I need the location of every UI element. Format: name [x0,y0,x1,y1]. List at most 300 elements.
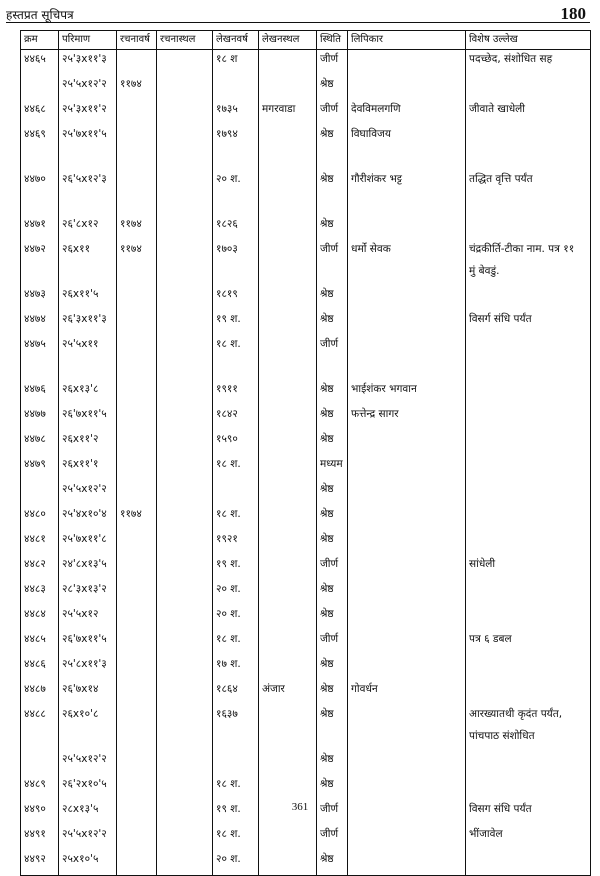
cell-lekhanvarsh: १८ श. [213,775,259,800]
cell-lekhanvarsh: १६३७ [213,705,259,750]
table-row [21,605,591,630]
cell-lekhansthal [259,170,317,215]
cell-vishesh [466,285,591,310]
cell-rachanavarsh: ११७४ [117,505,157,530]
cell-lekhanvarsh: १८६४ [213,680,259,705]
cell-rachanasthal [157,240,213,285]
cell-lekhanvarsh [213,480,259,505]
cell-lekhanvarsh: १८४२ [213,405,259,430]
cell-vishesh [466,380,591,405]
cell-pariman: २६x११'१ [59,455,117,480]
cell-vishesh-line2: पांचपाठ संशोधित [469,730,535,742]
cell-sthiti: जीर्ण [317,335,348,380]
cell-krama [21,480,59,505]
cell-krama: ४४७४ [21,310,59,335]
table-row [21,215,591,240]
cell-rachanasthal [157,405,213,430]
table-row [21,455,591,480]
cell-krama: ४४७० [21,170,59,215]
cell-krama: ४४६८ [21,100,59,125]
cell-lipikar [348,750,466,775]
cell-rachanasthal [157,580,213,605]
cell-rachanavarsh [117,335,157,380]
header-rule [6,22,590,23]
cell-vishesh [466,825,591,850]
cell-sthiti: श्रेष्ठ [317,580,348,605]
table-row [21,750,591,775]
cell-sthiti: श्रेष्ठ [317,380,348,405]
cell-rachanavarsh [117,480,157,505]
cell-krama: ४४७५ [21,335,59,380]
cell-rachanavarsh [117,605,157,630]
cell-vishesh [466,480,591,505]
cell-krama: ४४७३ [21,285,59,310]
cell-rachanasthal [157,380,213,405]
cell-vishesh [466,680,591,705]
cell-pariman: २६'७x१४ [59,680,117,705]
cell-rachanavarsh [117,655,157,680]
cell-sthiti: श्रेष्ठ [317,850,348,876]
cell-lekhansthal [259,775,317,800]
cell-sthiti: श्रेष्ठ [317,480,348,505]
cell-krama: ४४९२ [21,850,59,876]
cell-lipikar [348,580,466,605]
cell-pariman: २६'७x११'५ [59,405,117,430]
cell-krama: ४४९१ [21,825,59,850]
cell-pariman: २५'५x१२'२ [59,825,117,850]
col-header-rachanavarsh: रचनावर्ष [117,31,157,50]
cell-lipikar [348,310,466,335]
cell-sthiti: श्रेष्ठ [317,655,348,680]
cell-rachanavarsh [117,630,157,655]
cell-rachanasthal [157,310,213,335]
table-row [21,555,591,580]
cell-rachanavarsh: ११७४ [117,75,157,100]
cell-vishesh [466,215,591,240]
cell-rachanavarsh [117,50,157,76]
page-header-number: 180 [560,4,586,23]
cell-sthiti: जीर्ण [317,825,348,850]
cell-pariman: २६'३x११'३ [59,310,117,335]
cell-vishesh-line1: सांधेली [469,558,496,570]
cell-rachanasthal [157,775,213,800]
cell-rachanasthal [157,430,213,455]
cell-sthiti: श्रेष्ठ [317,285,348,310]
cell-lekhansthal [259,605,317,630]
table-row [21,285,591,310]
cell-krama: ४४८४ [21,605,59,630]
cell-krama: ४४८७ [21,680,59,705]
table-row [21,580,591,605]
cell-krama: ४४८५ [21,630,59,655]
cell-lekhansthal [259,655,317,680]
cell-lipikar [348,775,466,800]
cell-rachanavarsh [117,405,157,430]
cell-lekhanvarsh: १९ श. [213,555,259,580]
cell-rachanasthal [157,170,213,215]
cell-sthiti: जीर्ण [317,50,348,76]
col-header-krama: क्रम [21,31,59,50]
cell-krama: ४४७७ [21,405,59,430]
cell-lekhanvarsh: १८ श. [213,455,259,480]
cell-krama: ४४८८ [21,705,59,750]
table-row [21,680,591,705]
cell-lekhansthal [259,285,317,310]
cell-pariman: २६'२x१०'५ [59,775,117,800]
cell-krama: ४४७६ [21,380,59,405]
cell-lekhanvarsh: १७३५ [213,100,259,125]
cell-lekhanvarsh: १५९० [213,430,259,455]
col-header-pariman: परिमाण [59,31,117,50]
cell-lipikar [348,655,466,680]
cell-vishesh-line1: भींजावेल [469,828,503,840]
table-row [21,530,591,555]
cell-krama: ४४९० [21,800,59,825]
cell-lipikar: देवविमलगणि [348,100,466,125]
cell-krama: ४४७२ [21,240,59,285]
table-row [21,775,591,800]
cell-rachanavarsh [117,170,157,215]
cell-rachanasthal [157,335,213,380]
cell-rachanavarsh [117,530,157,555]
cell-pariman: २५'३x११'३ [59,50,117,76]
cell-vishesh [466,50,591,76]
cell-sthiti: श्रेष्ठ [317,215,348,240]
table-row [21,430,591,455]
cell-sthiti: श्रेष्ठ [317,75,348,100]
cell-pariman: २८'३x१३'२ [59,580,117,605]
cell-rachanasthal [157,505,213,530]
cell-sthiti: श्रेष्ठ [317,605,348,630]
cell-rachanasthal [157,750,213,775]
cell-vishesh [466,505,591,530]
cell-sthiti: जीर्ण [317,100,348,125]
cell-pariman: २५'५x११ [59,335,117,380]
cell-lekhansthal: अंजार [259,680,317,705]
cell-vishesh [466,750,591,775]
cell-rachanavarsh [117,285,157,310]
cell-pariman: २५'५x१२ [59,605,117,630]
cell-lipikar: फत्तेन्द्र सागर [348,405,466,430]
cell-lekhanvarsh: २० श. [213,605,259,630]
footer-page-number: 361 [291,801,309,813]
cell-sthiti: श्रेष्ठ [317,775,348,800]
cell-lipikar [348,505,466,530]
cell-lekhansthal [259,240,317,285]
cell-rachanavarsh [117,850,157,876]
cell-lekhansthal [259,580,317,605]
cell-pariman: २५'४x१०'४ [59,505,117,530]
cell-rachanasthal [157,850,213,876]
table-row [21,705,591,750]
cell-lekhansthal [259,825,317,850]
cell-rachanavarsh [117,455,157,480]
cell-krama: ४४७९ [21,455,59,480]
col-header-lekhansthal: लेखनस्थल [259,31,317,50]
cell-lipikar [348,285,466,310]
cell-lipikar [348,850,466,876]
cell-vishesh [466,655,591,680]
cell-lekhanvarsh: १८ श. [213,335,259,380]
cell-rachanasthal [157,75,213,100]
table-row [21,240,591,285]
cell-rachanasthal [157,680,213,705]
cell-krama: ४४८० [21,505,59,530]
cell-pariman: २८x१३'५ [59,800,117,825]
cell-lekhansthal [259,380,317,405]
cell-lekhanvarsh: १९११ [213,380,259,405]
cell-vishesh-line1: तद्धित वृत्ति पर्यंत [469,173,533,185]
cell-pariman: २६x११ [59,240,117,285]
cell-rachanavarsh [117,310,157,335]
table-row [21,850,591,876]
cell-sthiti: श्रेष्ठ [317,505,348,530]
cell-rachanasthal [157,655,213,680]
cell-rachanavarsh [117,125,157,170]
cell-sthiti: श्रेष्ठ [317,405,348,430]
cell-lipikar [348,605,466,630]
cell-lekhansthal [259,335,317,380]
cell-vishesh-line1: जीवाते खाधेली [469,103,525,115]
table-row [21,310,591,335]
cell-pariman: २६x११'५ [59,285,117,310]
cell-krama: ४४७१ [21,215,59,240]
cell-vishesh [466,405,591,430]
cell-vishesh [466,580,591,605]
cell-vishesh [466,705,591,750]
col-header-rachanasthal: रचनास्थल [157,31,213,50]
cell-rachanavarsh [117,680,157,705]
cell-rachanavarsh [117,555,157,580]
table-row [21,50,591,76]
cell-pariman: २५x१०'५ [59,850,117,876]
cell-lekhansthal [259,50,317,76]
cell-rachanavarsh: ११७४ [117,215,157,240]
table-row [21,335,591,380]
cell-lipikar [348,430,466,455]
cell-rachanasthal [157,705,213,750]
cell-krama: ४४६९ [21,125,59,170]
cell-vishesh-line1: पदच्छेद, संशोधित सह [469,53,553,65]
cell-sthiti: जीर्ण [317,630,348,655]
cell-lekhanvarsh: २० श. [213,850,259,876]
table-row [21,125,591,170]
cell-lekhansthal [259,430,317,455]
cell-rachanavarsh [117,380,157,405]
cell-rachanavarsh [117,580,157,605]
cell-lekhanvarsh: २० श. [213,170,259,215]
cell-vishesh-line2: मुं बेवडुं. [469,265,500,277]
cell-pariman: २६'८x१२ [59,215,117,240]
cell-rachanasthal [157,215,213,240]
cell-vishesh [466,850,591,876]
cell-lekhanvarsh: १७ श. [213,655,259,680]
cell-lipikar [348,825,466,850]
table-row [21,100,591,125]
cell-lipikar [348,50,466,76]
cell-krama [21,750,59,775]
cell-vishesh [466,240,591,285]
cell-rachanavarsh [117,750,157,775]
cell-lekhanvarsh: १८२६ [213,215,259,240]
table-row [21,630,591,655]
page-header-title: हस्तप्रत सूचिपत्र [6,8,74,22]
cell-pariman: २५'७x११'५ [59,125,117,170]
cell-lekhanvarsh: १९ श. [213,800,259,825]
cell-vishesh [466,125,591,170]
cell-vishesh [466,310,591,335]
cell-vishesh [466,630,591,655]
cell-vishesh-line1: आरख्यातथी कृदंत पर्यंत, [469,708,563,720]
cell-lekhansthal [259,750,317,775]
cell-vishesh-line1: चंद्रकीर्ति-टीका नाम. पत्र ११ [469,243,575,255]
cell-lekhanvarsh: १९२१ [213,530,259,555]
cell-lipikar: धर्मो सेवक [348,240,466,285]
cell-lipikar [348,630,466,655]
cell-lipikar: गोवर्धन [348,680,466,705]
cell-sthiti: श्रेष्ठ [317,705,348,750]
cell-sthiti: श्रेष्ठ [317,530,348,555]
cell-lekhanvarsh [213,750,259,775]
cell-pariman: २५'७x११'८ [59,530,117,555]
cell-sthiti: मध्यम [317,455,348,480]
cell-sthiti: श्रेष्ठ [317,310,348,335]
table-row [21,655,591,680]
cell-vishesh [466,530,591,555]
cell-pariman: २६x११'२ [59,430,117,455]
cell-pariman: २५'३x११'२ [59,100,117,125]
cell-lipikar [348,555,466,580]
cell-pariman: २५'५x१२'२ [59,750,117,775]
cell-lipikar [348,215,466,240]
cell-rachanasthal [157,285,213,310]
cell-krama: ४४८३ [21,580,59,605]
table-row [21,405,591,430]
cell-lekhansthal [259,705,317,750]
cell-lekhanvarsh: १८ श. [213,825,259,850]
cell-lipikar [348,455,466,480]
cell-vishesh [466,605,591,630]
cell-pariman: २५'८x११'३ [59,655,117,680]
cell-krama: ४४८९ [21,775,59,800]
cell-pariman: २५'५x१२'२ [59,75,117,100]
cell-lipikar: भाईशंकर भगवान [348,380,466,405]
cell-vishesh [466,430,591,455]
cell-vishesh [466,555,591,580]
cell-rachanasthal [157,555,213,580]
cell-lipikar [348,705,466,750]
cell-rachanavarsh [117,825,157,850]
col-header-vishesh: विशेष उल्लेख [466,31,591,50]
cell-vishesh [466,775,591,800]
cell-pariman: २४'८x१३'५ [59,555,117,580]
catalogue-table [20,30,591,876]
cell-vishesh-line1: विसग संधि पर्यंत [469,803,532,815]
cell-sthiti: जीर्ण [317,800,348,825]
cell-krama: ४४८६ [21,655,59,680]
cell-lekhansthal [259,505,317,530]
cell-rachanasthal [157,480,213,505]
cell-lipikar [348,480,466,505]
cell-krama: ४४८२ [21,555,59,580]
cell-vishesh [466,335,591,380]
col-header-lekhanvarsh: लेखनवर्ष [213,31,259,50]
cell-pariman: २५'५x१२'२ [59,480,117,505]
cell-sthiti: श्रेष्ठ [317,680,348,705]
cell-lekhansthal: मगरवाडा [259,100,317,125]
cell-lekhanvarsh: २० श. [213,580,259,605]
cell-pariman: २६x१३'८ [59,380,117,405]
cell-lipikar: विघाविजय [348,125,466,170]
table-row [21,170,591,215]
cell-rachanasthal [157,605,213,630]
cell-rachanasthal [157,630,213,655]
cell-rachanasthal [157,455,213,480]
cell-lekhansthal [259,850,317,876]
cell-lipikar [348,335,466,380]
cell-krama [21,75,59,100]
cell-lipikar [348,75,466,100]
cell-pariman: २६'७x११'५ [59,630,117,655]
cell-lipikar: गौरीशंकर भट्ट [348,170,466,215]
table-row [21,505,591,530]
cell-rachanasthal [157,825,213,850]
cell-lekhanvarsh: १८ श [213,50,259,76]
cell-lekhanvarsh: १९ श. [213,310,259,335]
cell-vishesh-line1: विसर्ग संधि पर्यंत [469,313,532,325]
cell-rachanasthal [157,100,213,125]
table-row [21,480,591,505]
cell-rachanavarsh: ११७४ [117,240,157,285]
cell-krama: ४४८१ [21,530,59,555]
table-body [21,50,591,876]
table-row [21,75,591,100]
cell-rachanavarsh [117,705,157,750]
cell-sthiti: श्रेष्ठ [317,430,348,455]
table-row [21,380,591,405]
cell-rachanavarsh [117,100,157,125]
cell-rachanasthal [157,50,213,76]
cell-rachanavarsh [117,775,157,800]
cell-pariman: २६x१०'८ [59,705,117,750]
cell-lekhansthal [259,530,317,555]
cell-lekhanvarsh: १७०३ [213,240,259,285]
table-row [21,825,591,850]
cell-sthiti: जीर्ण [317,555,348,580]
cell-vishesh [466,75,591,100]
cell-lekhansthal [259,75,317,100]
cell-lekhansthal [259,480,317,505]
cell-lipikar [348,530,466,555]
cell-rachanavarsh [117,430,157,455]
cell-lekhanvarsh [213,75,259,100]
cell-lekhansthal [259,555,317,580]
cell-lekhansthal [259,125,317,170]
cell-vishesh [466,170,591,215]
cell-sthiti: श्रेष्ठ [317,125,348,170]
cell-sthiti: जीर्ण [317,240,348,285]
cell-pariman: २६'५x१२'३ [59,170,117,215]
cell-lekhansthal [259,405,317,430]
cell-lekhansthal [259,310,317,335]
cell-krama: ४४६५ [21,50,59,76]
cell-vishesh [466,455,591,480]
cell-vishesh [466,100,591,125]
cell-sthiti: श्रेष्ठ [317,170,348,215]
cell-lekhanvarsh: १८१९ [213,285,259,310]
col-header-sthiti: स्थिति [317,31,348,50]
cell-lekhanvarsh: १७९४ [213,125,259,170]
